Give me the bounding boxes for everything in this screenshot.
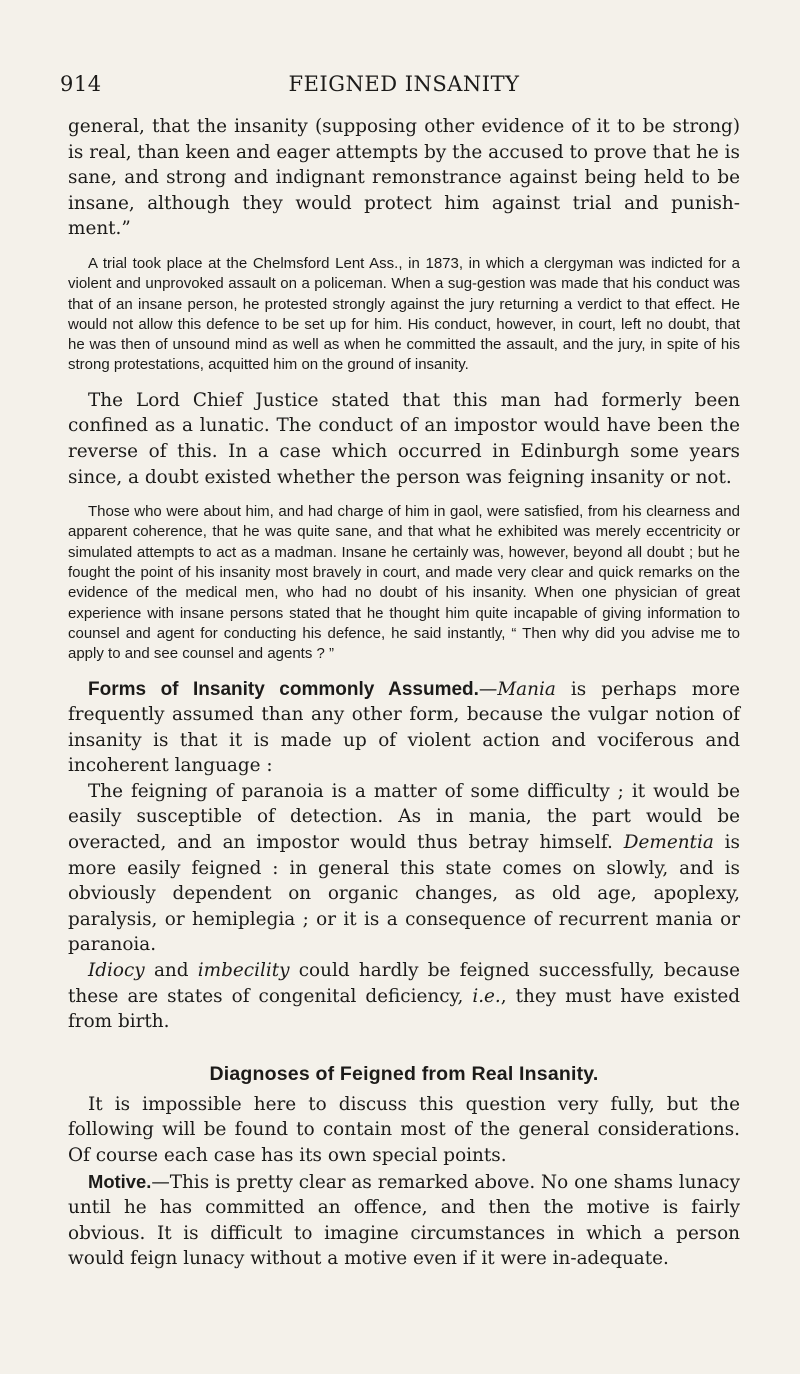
imbecility-term: imbecility xyxy=(197,960,290,982)
idiocy-text: could hardly be feigned successfully, because these are states of congenital deficiency, xyxy=(68,960,740,1007)
motive-lead: Motive. xyxy=(88,1170,152,1192)
case-edinburgh-paragraph: Those who were about him, and had charge of him in gaol, were satisfied, from his clearness and apparent coherence, that he was quite sane, and that what he exhibited was merely eccentricity or simulated attempts to act as a madman. Insane he certainly was, however, beyond all doubt ; but he fought the point of his insanity most bravely in court, and made very clear and quick remarks on the evidence of the medical men, who had no doubt of his insanity. When one physician of great experience with insane persons stated that he thought him quite incapable of giving information to counsel and agent for conducting his defence, he said instantly, “ Then why did you advise me to apply to and see counsel and agents ? ” xyxy=(68,503,740,663)
idiocy-term: Idiocy xyxy=(88,960,145,982)
page-number: 914 xyxy=(60,72,102,96)
dementia-term: Dementia xyxy=(623,832,714,854)
forms-dash: — xyxy=(478,678,498,700)
idiocy-and: and xyxy=(144,960,198,982)
ie-abbreviation: i.e. xyxy=(472,985,501,1007)
page-header xyxy=(60,72,740,100)
book-page xyxy=(60,72,741,1272)
forms-of-insanity-text: is perhaps more frequently assumed than any other form, because the vulgar notion of insanity is that it is made up of violent action and vociferous and incoherent language : xyxy=(68,678,740,777)
paranoia-text: The feigning of paranoia is a matter of some difficulty ; it would be easily susceptible of detection. As in mania, the part would be overacted, and an impostor would thus betray himself. xyxy=(68,780,740,854)
motive-paragraph xyxy=(68,1169,740,1272)
paragraph-continuation: general, that the insanity (supposing other evidence of it to be strong) is real, than keen and eager attempts by the accused to prove that he is sane, and strong and indignant remonstrance against being held to be insane, although they would protect him against trial and punish-ment.” xyxy=(68,116,740,240)
idiocy-paragraph xyxy=(68,958,740,1035)
mania-term: Mania xyxy=(497,678,556,700)
running-head: FEIGNED INSANITY xyxy=(288,72,520,96)
section-heading: Diagnoses of Feigned from Real Insanity. xyxy=(209,1062,599,1085)
lord-chief-justice-paragraph: The Lord Chief Justice stated that this man had formerly been confined as a lunatic. The conduct of an impostor would have been the reverse of this. In a case which occurred in Edinburgh some years since, a doubt existed whether the person was feigning insanity or not. xyxy=(68,389,740,488)
dementia-text: is more easily feigned : in general this state comes on slowly, and is obviously dependent on organic changes, as old age, apoplexy, paralysis, or hemiplegia ; or it is a consequence of recurrent mania or paranoia. xyxy=(68,832,740,956)
idiocy-text-end: , they must have existed from birth. xyxy=(68,985,741,1033)
motive-text: —This is pretty clear as remarked above. No one shams lunacy until he has committed an offence, and then the motive is fairly obvious. It is difficult to imagine circumstances in which a person would feign lunacy without a motive even if it were in-adequate. xyxy=(68,1171,740,1270)
diagnoses-intro-paragraph: It is impossible here to discuss this question very fully, but the following will be found to contain most of the general considerations. Of course each case has its own special points. xyxy=(68,1093,740,1166)
case-chelmsford-paragraph: A trial took place at the Chelmsford Lent Ass., in 1873, in which a clergyman was indicted for a violent and unprovoked assault on a policeman. When a sug-gestion was made that his conduct was that of an insane person, he protested strongly against the jury returning a verdict to that effect. He would not allow this defence to be set up for him. His conduct, however, in court, left no doubt, that he was then of unsound mind as well as when he committed the assault, and the jury, in spite of his strong protestations, acquitted him on the ground of insanity. xyxy=(68,254,740,374)
paranoia-dementia-paragraph xyxy=(68,779,740,958)
forms-of-insanity-paragraph xyxy=(68,677,740,779)
forms-of-insanity-lead: Forms of Insanity commonly Assumed. xyxy=(88,678,479,700)
